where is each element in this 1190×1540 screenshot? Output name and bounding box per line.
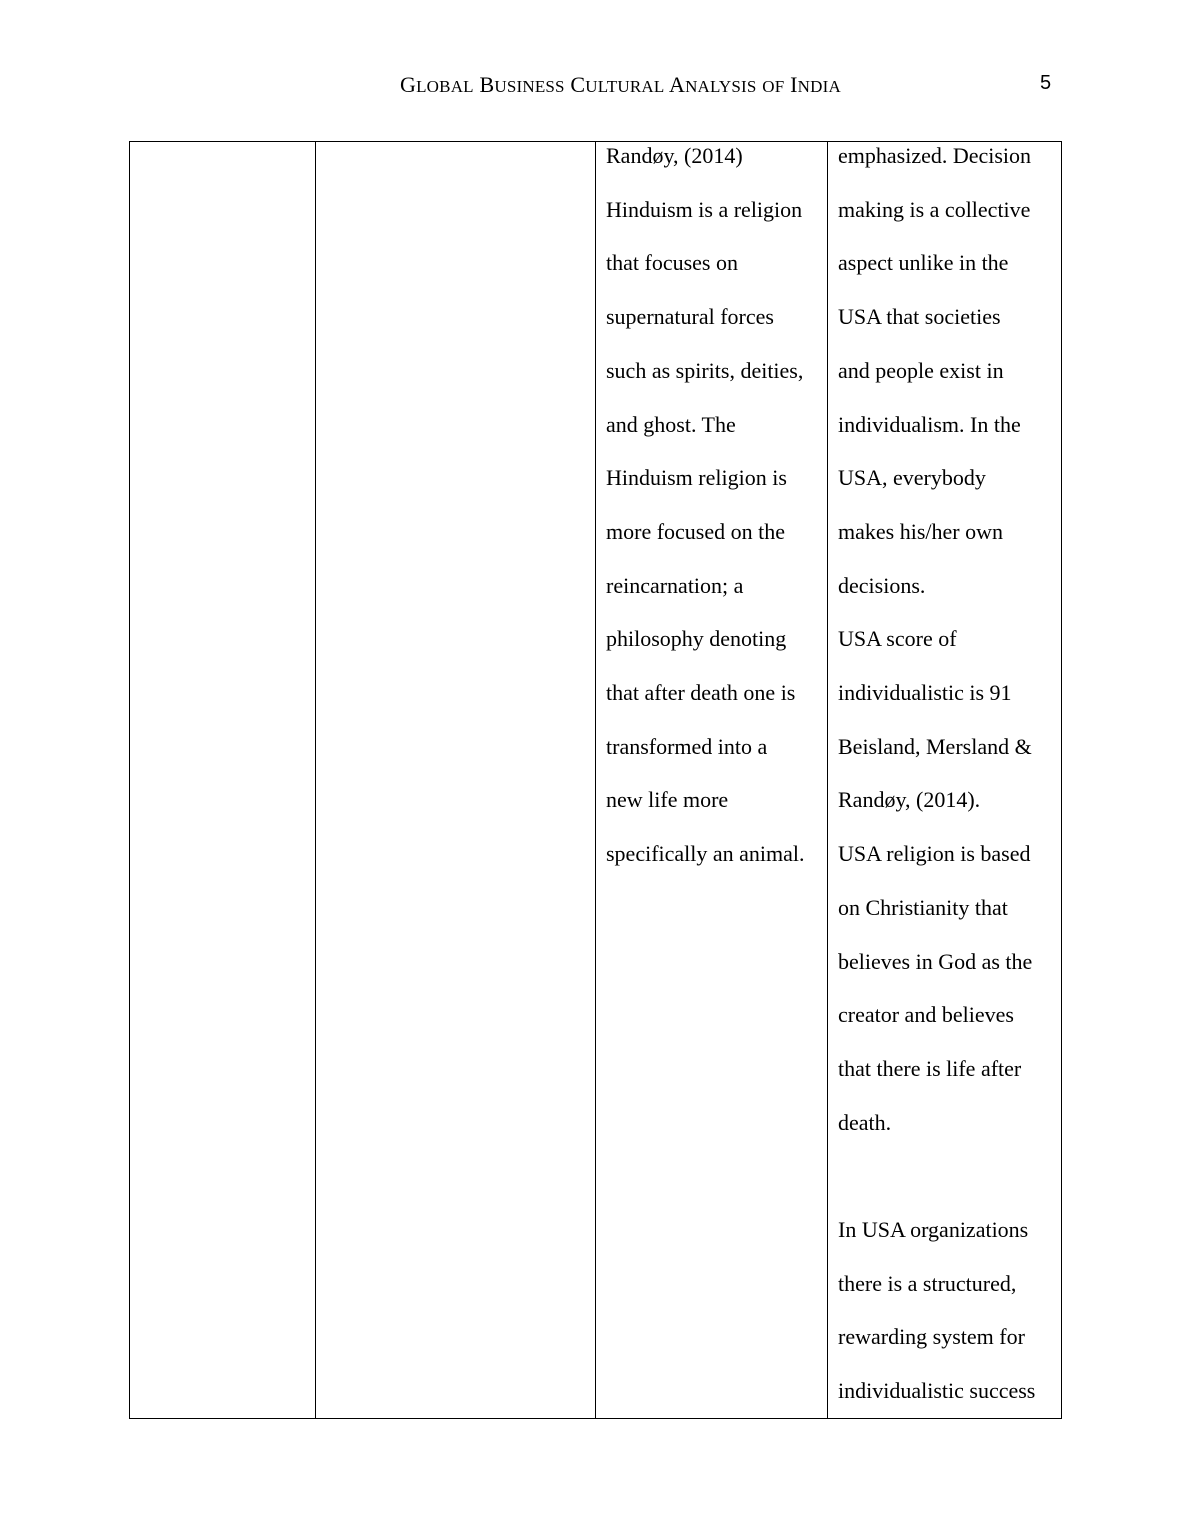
cell-text-col3: Randøy, (2014) Hinduism is a religion that focuses on supernatural forces such as spirits, deities, and ghost. The Hinduism religion is more focused on the reincarnation; a philosophy denoting that after death one is transformed into a new life more specifically an animal. xyxy=(606,143,805,867)
page-number: 5 xyxy=(1040,72,1052,94)
table-cell-col1 xyxy=(130,142,316,1419)
table-cell-col2 xyxy=(316,142,596,1419)
table-cell-col3 xyxy=(596,142,828,1419)
table-row xyxy=(130,142,1062,1419)
table-cell-col4 xyxy=(828,142,1062,1419)
cell-text-col4: emphasized. Decision making is a collective aspect unlike in the USA that societies and people exist in individualism. In the USA, everybody makes his/her own decisions. USA score of individualistic is 91 Beisland, Mersland & Randøy, (2014). USA religion is based on Christianity that believes in God as the creator and believes that there is life after death. In USA organizations there is a structured, rewarding system for individualistic success xyxy=(838,143,1036,1404)
running-head-text: GLOBAL BUSINESS CULTURAL ANALYSIS OF INDIA xyxy=(400,72,841,97)
running-head xyxy=(400,72,841,98)
analysis-table xyxy=(129,141,1062,1419)
